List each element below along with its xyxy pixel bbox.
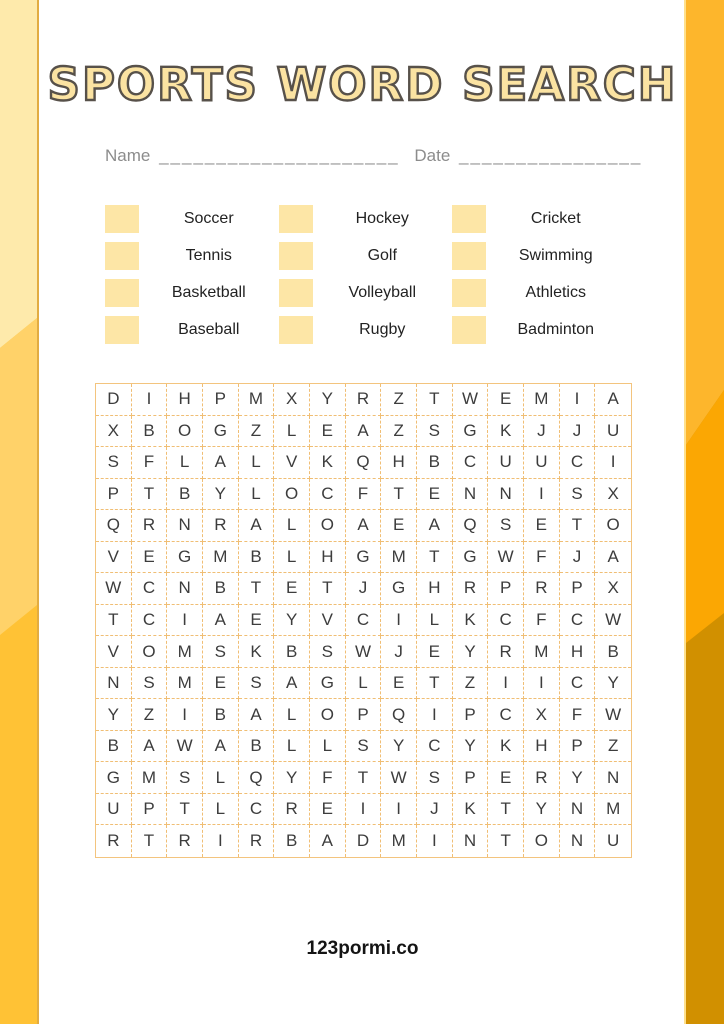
grid-cell: G: [346, 542, 382, 574]
grid-cell: T: [132, 479, 168, 511]
grid-cell: R: [453, 573, 489, 605]
grid-cell: A: [310, 825, 346, 857]
grid-cell: K: [453, 605, 489, 637]
grid-cell: G: [96, 762, 132, 794]
grid-cell: T: [96, 605, 132, 637]
grid-cell: B: [203, 699, 239, 731]
grid-cell: L: [346, 668, 382, 700]
grid-cell: R: [346, 384, 382, 416]
grid-cell: N: [167, 510, 203, 542]
grid-cell: P: [560, 731, 596, 763]
grid-cell: P: [453, 762, 489, 794]
grid-cell: X: [274, 384, 310, 416]
grid-cell: Z: [239, 416, 275, 448]
word-item: [452, 311, 626, 348]
date-blank-line: ________________: [459, 146, 643, 165]
grid-cell: T: [417, 542, 453, 574]
word-label: Swimming: [518, 246, 593, 264]
word-item: [452, 237, 626, 274]
grid-cell: E: [417, 636, 453, 668]
word-item: [279, 274, 453, 311]
word-item: [279, 200, 453, 237]
grid-cell: J: [381, 636, 417, 668]
grid-cell: U: [488, 447, 524, 479]
grid-cell: V: [274, 447, 310, 479]
grid-cell: T: [488, 825, 524, 857]
word-list: [105, 200, 626, 348]
grid-cell: M: [167, 668, 203, 700]
grid-cell: E: [239, 605, 275, 637]
grid-cell: Y: [203, 479, 239, 511]
word-label: Badminton: [517, 320, 594, 338]
grid-cell: T: [488, 794, 524, 826]
grid-cell: K: [239, 636, 275, 668]
name-blank-line: _____________________: [159, 146, 400, 165]
grid-cell: Z: [132, 699, 168, 731]
footer-brand: 123pormi.co: [306, 938, 419, 959]
grid-cell: B: [132, 416, 168, 448]
grid-cell: I: [595, 447, 631, 479]
grid-cell: L: [274, 510, 310, 542]
grid-cell: N: [560, 794, 596, 826]
grid-cell: Y: [274, 762, 310, 794]
grid-cell: Q: [346, 447, 382, 479]
grid-cell: I: [524, 668, 560, 700]
grid-cell: O: [167, 416, 203, 448]
grid-cell: C: [488, 605, 524, 637]
grid-cell: S: [417, 416, 453, 448]
grid-cell: O: [310, 510, 346, 542]
grid-cell: Z: [381, 416, 417, 448]
grid-cell: C: [560, 668, 596, 700]
grid-cell: N: [96, 668, 132, 700]
grid-cell: I: [203, 825, 239, 857]
grid-cell: E: [310, 416, 346, 448]
grid-cell: P: [488, 573, 524, 605]
grid-cell: G: [167, 542, 203, 574]
grid-cell: W: [453, 384, 489, 416]
grid-cell: Y: [595, 668, 631, 700]
grid-cell: A: [417, 510, 453, 542]
grid-cell: H: [524, 731, 560, 763]
word-label: Baseball: [178, 320, 240, 338]
grid-cell: S: [167, 762, 203, 794]
grid-cell: L: [417, 605, 453, 637]
grid-cell: N: [560, 825, 596, 857]
grid-cell: M: [167, 636, 203, 668]
grid-cell: L: [167, 447, 203, 479]
word-label: Basketball: [171, 283, 246, 301]
word-item: [452, 274, 626, 311]
grid-cell: H: [310, 542, 346, 574]
grid-cell: M: [524, 636, 560, 668]
name-label: Name: [105, 146, 151, 165]
word-checkbox-square: [279, 205, 313, 233]
grid-cell: L: [239, 447, 275, 479]
grid-cell: Z: [381, 384, 417, 416]
grid-cell: V: [96, 542, 132, 574]
grid-cell: E: [417, 479, 453, 511]
grid-cell: Q: [96, 510, 132, 542]
word-item: [105, 200, 279, 237]
grid-cell: D: [96, 384, 132, 416]
grid-cell: U: [595, 416, 631, 448]
grid-cell: J: [560, 416, 596, 448]
grid-cell: R: [524, 762, 560, 794]
grid-cell: H: [560, 636, 596, 668]
grid-cell: R: [524, 573, 560, 605]
grid-cell: K: [488, 731, 524, 763]
grid-cell: F: [132, 447, 168, 479]
grid-cell: I: [167, 605, 203, 637]
grid-cell: L: [203, 762, 239, 794]
grid-cell: M: [203, 542, 239, 574]
grid-cell: B: [239, 731, 275, 763]
grid-cell: G: [203, 416, 239, 448]
grid-cell: A: [203, 605, 239, 637]
word-item: [105, 311, 279, 348]
grid-cell: R: [274, 794, 310, 826]
grid-cell: K: [453, 794, 489, 826]
name-date-row: [105, 146, 643, 166]
grid-cell: W: [346, 636, 382, 668]
grid-cell: P: [132, 794, 168, 826]
word-label: Rugby: [359, 320, 406, 338]
grid-cell: O: [310, 699, 346, 731]
grid-cell: W: [96, 573, 132, 605]
grid-cell: B: [203, 573, 239, 605]
grid-cell: L: [274, 416, 310, 448]
grid-cell: I: [381, 794, 417, 826]
right-decorative-band: [684, 0, 724, 1024]
grid-cell: B: [274, 636, 310, 668]
grid-cell: U: [524, 447, 560, 479]
grid-cell: M: [595, 794, 631, 826]
grid-cell: A: [346, 416, 382, 448]
grid-cell: N: [167, 573, 203, 605]
grid-cell: Y: [310, 384, 346, 416]
grid-cell: N: [488, 479, 524, 511]
grid-cell: A: [274, 668, 310, 700]
word-checkbox-square: [279, 316, 313, 344]
grid-cell: P: [453, 699, 489, 731]
grid-cell: Y: [274, 605, 310, 637]
grid-cell: S: [203, 636, 239, 668]
grid-cell: L: [274, 731, 310, 763]
grid-cell: H: [167, 384, 203, 416]
grid-cell: I: [524, 479, 560, 511]
grid-cell: W: [595, 605, 631, 637]
grid-cell: I: [381, 605, 417, 637]
grid-cell: I: [417, 699, 453, 731]
grid-cell: C: [132, 605, 168, 637]
grid-cell: W: [488, 542, 524, 574]
grid-cell: M: [524, 384, 560, 416]
grid-cell: A: [239, 699, 275, 731]
word-item: [105, 274, 279, 311]
grid-cell: A: [239, 510, 275, 542]
grid-cell: F: [346, 479, 382, 511]
grid-cell: T: [560, 510, 596, 542]
grid-cell: N: [453, 479, 489, 511]
grid-cell: L: [274, 699, 310, 731]
grid-cell: T: [167, 794, 203, 826]
grid-cell: R: [488, 636, 524, 668]
grid-cell: J: [417, 794, 453, 826]
grid-cell: A: [203, 447, 239, 479]
grid-cell: R: [96, 825, 132, 857]
grid-cell: H: [417, 573, 453, 605]
puzzle-grid: [95, 383, 632, 858]
grid-cell: I: [560, 384, 596, 416]
grid-cell: Y: [524, 794, 560, 826]
grid-cell: J: [524, 416, 560, 448]
grid-cell: M: [381, 825, 417, 857]
grid-cell: C: [560, 447, 596, 479]
grid-cell: H: [381, 447, 417, 479]
grid-cell: S: [560, 479, 596, 511]
grid-cell: T: [346, 762, 382, 794]
grid-cell: P: [560, 573, 596, 605]
grid-cell: P: [96, 479, 132, 511]
grid-cell: C: [417, 731, 453, 763]
grid-cell: Q: [381, 699, 417, 731]
grid-cell: E: [488, 762, 524, 794]
grid-cell: O: [524, 825, 560, 857]
grid-cell: A: [132, 731, 168, 763]
grid-cell: Z: [453, 668, 489, 700]
grid-cell: A: [595, 542, 631, 574]
word-checkbox-square: [452, 242, 486, 270]
grid-cell: D: [346, 825, 382, 857]
word-checkbox-square: [452, 205, 486, 233]
grid-cell: G: [310, 668, 346, 700]
grid-cell: B: [274, 825, 310, 857]
grid-cell: R: [203, 510, 239, 542]
word-item: [105, 237, 279, 274]
word-checkbox-square: [105, 279, 139, 307]
grid-cell: S: [310, 636, 346, 668]
grid-cell: I: [132, 384, 168, 416]
left-decorative-band: [0, 0, 39, 1024]
grid-cell: R: [167, 825, 203, 857]
word-label: Cricket: [530, 209, 581, 227]
word-checkbox-square: [105, 242, 139, 270]
grid-cell: N: [453, 825, 489, 857]
grid-cell: L: [274, 542, 310, 574]
grid-cell: A: [203, 731, 239, 763]
grid-cell: N: [595, 762, 631, 794]
grid-cell: L: [239, 479, 275, 511]
grid-cell: I: [417, 825, 453, 857]
grid-cell: R: [132, 510, 168, 542]
grid-cell: R: [239, 825, 275, 857]
grid-cell: F: [524, 542, 560, 574]
grid-cell: C: [560, 605, 596, 637]
grid-cell: G: [453, 542, 489, 574]
grid-cell: W: [167, 731, 203, 763]
grid-cell: S: [346, 731, 382, 763]
grid-cell: O: [132, 636, 168, 668]
grid-cell: F: [524, 605, 560, 637]
grid-cell: B: [595, 636, 631, 668]
grid-cell: E: [381, 510, 417, 542]
grid-cell: E: [381, 668, 417, 700]
grid-cell: T: [417, 384, 453, 416]
grid-cell: X: [96, 416, 132, 448]
grid-cell: Y: [560, 762, 596, 794]
grid-cell: A: [595, 384, 631, 416]
grid-cell: K: [488, 416, 524, 448]
grid-cell: I: [346, 794, 382, 826]
grid-cell: Q: [453, 510, 489, 542]
grid-cell: S: [132, 668, 168, 700]
grid-cell: C: [132, 573, 168, 605]
word-label: Hockey: [355, 209, 409, 227]
grid-cell: F: [560, 699, 596, 731]
grid-cell: F: [310, 762, 346, 794]
grid-cell: T: [132, 825, 168, 857]
grid-cell: S: [417, 762, 453, 794]
grid-cell: C: [239, 794, 275, 826]
grid-cell: Y: [381, 731, 417, 763]
grid-cell: S: [239, 668, 275, 700]
page-title: SPORTS WORD SEARCH: [47, 58, 678, 111]
grid-cell: E: [132, 542, 168, 574]
word-item: [279, 311, 453, 348]
grid-cell: M: [239, 384, 275, 416]
grid-cell: X: [595, 479, 631, 511]
grid-cell: G: [453, 416, 489, 448]
grid-cell: T: [239, 573, 275, 605]
grid-cell: L: [203, 794, 239, 826]
grid-cell: S: [96, 447, 132, 479]
grid-cell: Y: [96, 699, 132, 731]
grid-cell: Y: [453, 731, 489, 763]
word-label: Golf: [367, 246, 397, 264]
grid-cell: A: [346, 510, 382, 542]
grid-cell: Q: [239, 762, 275, 794]
grid-cell: U: [607, 831, 620, 851]
grid-cell: P: [346, 699, 382, 731]
grid-cell: T: [417, 668, 453, 700]
grid-cell: I: [167, 699, 203, 731]
grid-cell: G: [381, 573, 417, 605]
grid-cell: K: [310, 447, 346, 479]
grid-cell: Z: [595, 731, 631, 763]
grid-cell: E: [488, 384, 524, 416]
grid-cell: L: [310, 731, 346, 763]
grid-cell: E: [274, 573, 310, 605]
grid-cell: W: [381, 762, 417, 794]
word-label: Tennis: [185, 246, 232, 264]
grid-cell: S: [488, 510, 524, 542]
word-label: Soccer: [183, 209, 234, 227]
grid-cell: O: [274, 479, 310, 511]
word-checkbox-square: [105, 316, 139, 344]
word-checkbox-square: [452, 316, 486, 344]
grid-cell: X: [595, 573, 631, 605]
grid-cell: C: [488, 699, 524, 731]
grid-cell: P: [203, 384, 239, 416]
grid-cell: M: [132, 762, 168, 794]
grid-cell: B: [96, 731, 132, 763]
grid-cell: M: [381, 542, 417, 574]
grid-cell: X: [524, 699, 560, 731]
grid-cell: O: [595, 510, 631, 542]
word-label: Athletics: [525, 283, 586, 301]
grid-cell: I: [488, 668, 524, 700]
word-checkbox-square: [105, 205, 139, 233]
word-checkbox-square: [279, 242, 313, 270]
grid-cell: V: [310, 605, 346, 637]
grid-cell: T: [310, 573, 346, 605]
grid-cell: C: [346, 605, 382, 637]
word-item: [279, 237, 453, 274]
grid-cell: E: [310, 794, 346, 826]
grid-cell: B: [167, 479, 203, 511]
word-label: Volleyball: [348, 283, 417, 301]
word-checkbox-square: [279, 279, 313, 307]
grid-cell: W: [595, 699, 631, 731]
grid-cell: U: [96, 794, 132, 826]
grid-cell: B: [239, 542, 275, 574]
grid-cell: T: [381, 479, 417, 511]
grid-cell: E: [203, 668, 239, 700]
grid-cell: C: [310, 479, 346, 511]
grid-cell: V: [96, 636, 132, 668]
word-checkbox-square: [452, 279, 486, 307]
grid-cell: J: [560, 542, 596, 574]
word-item: [452, 200, 626, 237]
grid-cell: Y: [453, 636, 489, 668]
grid-cell: B: [417, 447, 453, 479]
grid-cell: J: [346, 573, 382, 605]
grid-cell: C: [453, 447, 489, 479]
grid-cell: E: [524, 510, 560, 542]
date-label: Date: [414, 146, 451, 165]
